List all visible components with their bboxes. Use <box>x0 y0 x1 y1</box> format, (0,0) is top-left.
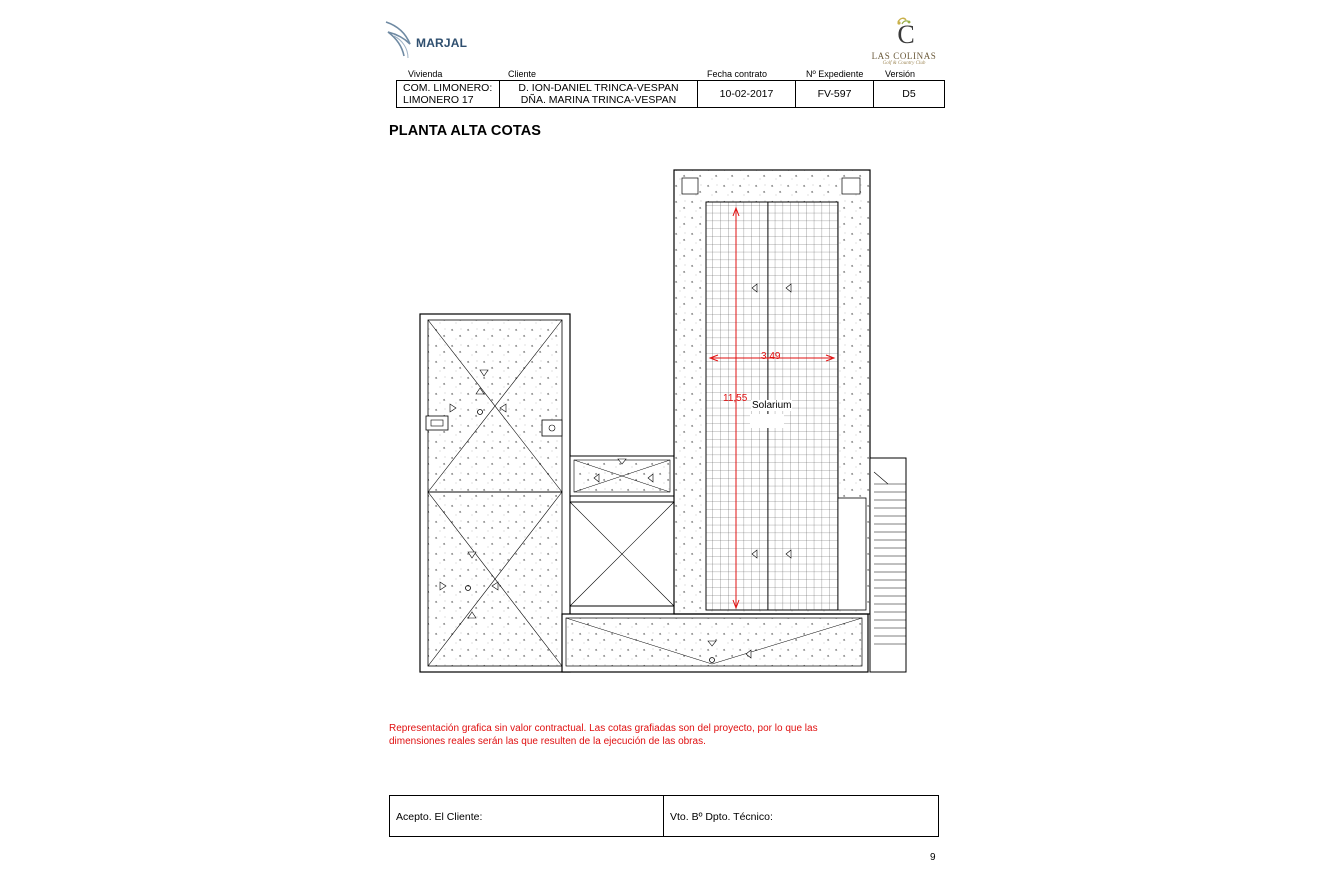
floor-plan-drawing <box>416 166 912 682</box>
version-value: D5 <box>902 88 916 100</box>
disclaimer-line2: dimensiones reales serán las que resulten de la ejecución de las obras. <box>389 736 706 747</box>
signature-table <box>389 795 939 837</box>
left-roof-block <box>420 314 570 672</box>
expediente-value: FV-597 <box>817 88 852 100</box>
label-cliente: Cliente <box>508 69 537 79</box>
las-colinas-subtitle: Golf & Country Club <box>882 61 926 66</box>
technical-signature-cell: Vto. Bº Dpto. Técnico: <box>670 811 773 823</box>
disclaimer-text <box>389 722 909 748</box>
label-vivienda: Vivienda <box>408 69 443 79</box>
label-version: Versión <box>885 69 916 79</box>
cell-version <box>874 81 944 107</box>
disclaimer-line1: Representación grafica sin valor contractual. Las cotas grafiadas son del proyecto, por lo que las <box>389 723 818 734</box>
cell-fecha <box>698 81 796 107</box>
marjal-logo-text: MARJAL <box>416 36 468 50</box>
client-signature-cell: Acepto. El Cliente: <box>390 796 664 836</box>
page-title: PLANTA ALTA COTAS <box>389 123 542 139</box>
label-expediente: Nº Expediente <box>806 69 864 79</box>
dimension-length-label: 11,55 <box>723 393 748 404</box>
vivienda-line2: LIMONERO 17 <box>403 94 474 106</box>
cell-cliente <box>500 81 698 107</box>
middle-small-roof <box>570 456 674 606</box>
page-number: 9 <box>930 852 936 863</box>
vivienda-line1: COM. LIMONERO: <box>403 82 493 94</box>
las-colinas-name: LAS COLINAS <box>871 51 937 61</box>
las-colinas-monogram: C <box>897 20 915 49</box>
staircase <box>870 458 906 672</box>
cliente-line2: DÑA. MARINA TRINCA-VESPAN <box>520 94 677 106</box>
cell-expediente <box>796 81 874 107</box>
header-info-table <box>396 80 945 108</box>
fecha-value: 10-02-2017 <box>719 88 774 100</box>
bottom-roof-strip <box>562 614 868 672</box>
dimension-width-label: 3,49 <box>761 351 781 362</box>
cliente-line1: D. ION-DANIEL TRINCA-VESPAN <box>518 82 679 94</box>
label-fecha-contrato: Fecha contrato <box>707 69 768 79</box>
cell-vivienda <box>397 81 500 107</box>
solarium-block <box>674 170 870 614</box>
room-label-solarium: Solarium <box>752 400 792 411</box>
